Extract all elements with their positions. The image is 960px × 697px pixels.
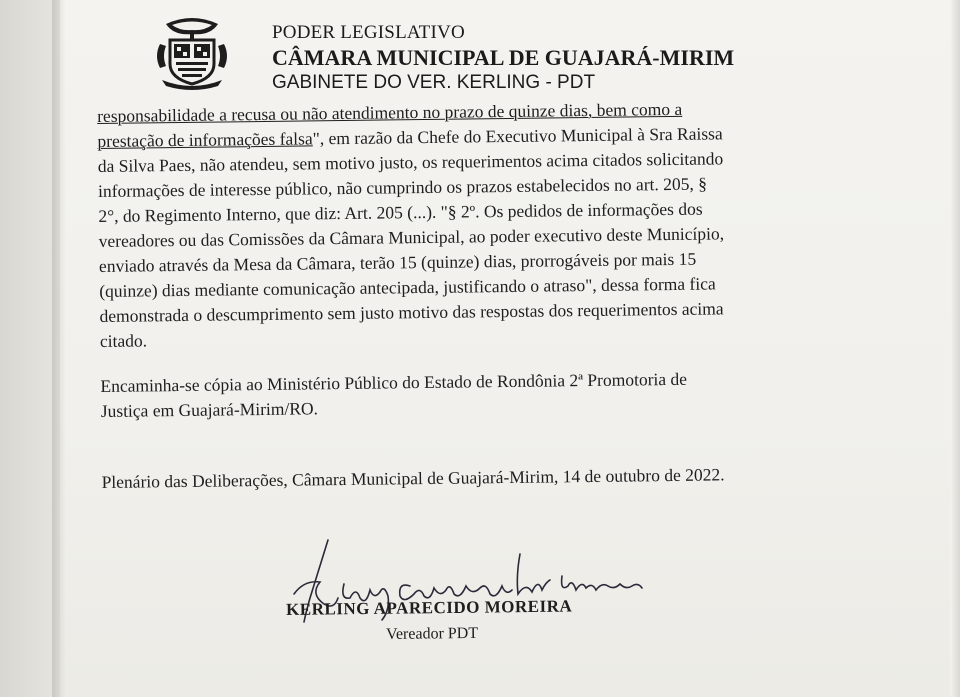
- signatory-name: KERLING APARECIDO MOREIRA: [286, 596, 573, 619]
- letterhead-chamber-name: CÂMARA MUNICIPAL DE GUAJARÁ-MIRIM: [272, 45, 735, 70]
- body-line: informações de interesse público, não cumprindo os prazos estabelecidos no art. 205, §: [97, 173, 708, 201]
- body-line: (quinze) dias mediante comunicação antecipada, justificando o atraso", dessa forma fica: [99, 273, 716, 301]
- body-line: 2°, do Regimento Interno, que diz: Art. 205 (...). "§ 2º. Os pedidos de informações dos: [98, 198, 703, 226]
- body-underlined-text: prestação de informações falsa: [97, 128, 313, 151]
- body-line: Justiça em Guajará-Mirim/RO.: [100, 398, 319, 421]
- page-edge-shadow: [52, 0, 66, 697]
- municipal-crest-icon: [152, 14, 232, 92]
- body-line: citado.: [99, 330, 148, 351]
- body-line: da Silva Paes, não atendeu, sem motivo justo, os requerimentos acima citados solicitando: [97, 148, 724, 176]
- letterhead-line-1: PODER LEGISLATIVO: [272, 22, 465, 43]
- letterhead: [272, 22, 734, 95]
- body-line: demonstrada o descumprimento sem justo motivo das respostas dos requerimentos acima: [99, 298, 724, 326]
- body-line: Encaminha-se cópia ao Ministério Público do Estado de Rondônia 2ª Promotoria de: [100, 368, 688, 396]
- underlying-sheet: [0, 0, 60, 697]
- document-body: [97, 95, 802, 495]
- body-line: enviado através da Mesa da Câmara, terão 15 (quinze) dias, prorrogáveis por mais 15: [98, 248, 697, 276]
- signatory-role: Vereador PDT: [386, 624, 479, 643]
- letterhead-office: GABINETE DO VER. KERLING - PDT: [272, 72, 596, 93]
- right-paper-edge: [950, 0, 960, 697]
- body-line: responsabilidade a recusa ou não atendimento no prazo de quinze dias, bem como a: [97, 98, 683, 126]
- body-line: vereadores ou das Comissões da Câmara Municipal, ao poder executivo deste Município,: [98, 223, 725, 251]
- place-date-line: Plenário das Deliberações, Câmara Municipal de Guajará-Mirim, 14 de outubro de 2022.: [101, 464, 725, 492]
- body-text-span: ", em razão da Chefe do Executivo Municipal à Sra Raissa: [312, 123, 723, 149]
